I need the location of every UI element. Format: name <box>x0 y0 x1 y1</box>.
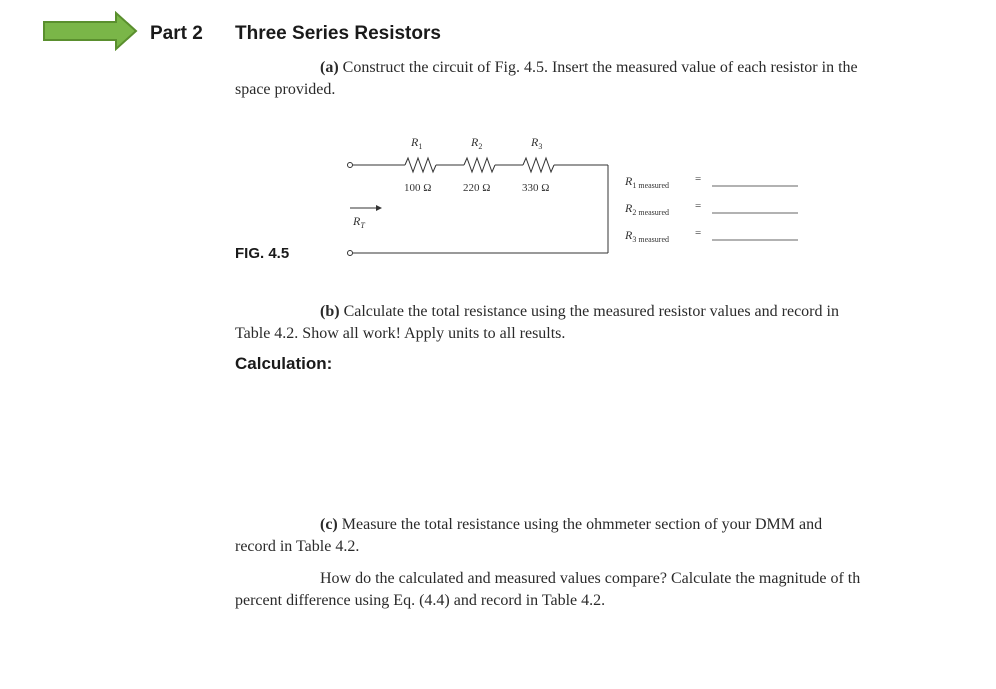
part-c-label: (c) <box>320 516 338 533</box>
r1-measured-equals: = <box>695 173 702 185</box>
part-a-paragraph <box>235 57 915 101</box>
compare-text-line1: How do the calculated and measured values compare? Calculate the magnitude of th <box>320 570 861 587</box>
part-b-text-line1: Calculate the total resistance using the measured resistor values and record in <box>339 303 839 320</box>
right-arrow-icon <box>42 11 138 51</box>
part-b-label: (b) <box>320 303 340 320</box>
part-c-text-line1: Measure the total resistance using the ohmmeter section of your DMM and <box>337 516 823 533</box>
part-label: Part 2 <box>150 23 203 44</box>
section-title: Three Series Resistors <box>235 23 441 44</box>
circuit-diagram <box>340 130 810 265</box>
r3-value: 330 Ω <box>522 182 550 194</box>
part-a-label: (a) <box>320 59 339 76</box>
r1-value: 100 Ω <box>404 182 432 194</box>
part-c-paragraph <box>235 514 915 558</box>
compare-paragraph <box>235 568 915 612</box>
r2-value: 220 Ω <box>463 182 491 194</box>
r3-measured-equals: = <box>695 227 702 239</box>
terminal-bottom <box>348 251 353 256</box>
r2-measured-label: $R_{2 measured}$ <box>625 201 669 217</box>
calculation-label: Calculation: <box>235 354 333 373</box>
compare-text-line2: percent difference using Eq. (4.4) and record in Table 4.2. <box>235 592 606 609</box>
arrow-shape <box>44 13 136 49</box>
r3-label: $R_3$ <box>531 135 543 151</box>
terminal-top <box>348 163 353 168</box>
part-a-text-line2: space provided. <box>235 81 336 98</box>
r3-measured-label: $R_{3 measured}$ <box>625 228 669 244</box>
part-c-text-line2: record in Table 4.2. <box>235 538 360 555</box>
r2-measured-equals: = <box>695 200 702 212</box>
part-b-paragraph <box>235 301 915 345</box>
resistor-r1 <box>405 158 436 172</box>
r1-label: $R_1$ <box>411 135 423 151</box>
part-b-text-line2: Table 4.2. Show all work! Apply units to all results. <box>235 325 566 342</box>
rt-arrow-icon <box>376 205 382 211</box>
figure-label: FIG. 4.5 <box>235 245 290 262</box>
part-a-text-line1: Construct the circuit of Fig. 4.5. Insert the measured value of each resistor in the <box>338 59 858 76</box>
r1-measured-label: $R_{1 measured}$ <box>625 174 669 190</box>
r2-label: $R_2$ <box>471 135 483 151</box>
resistor-r3 <box>523 158 554 172</box>
resistor-r2 <box>464 158 495 172</box>
rt-label: $R_T$ <box>353 214 365 230</box>
